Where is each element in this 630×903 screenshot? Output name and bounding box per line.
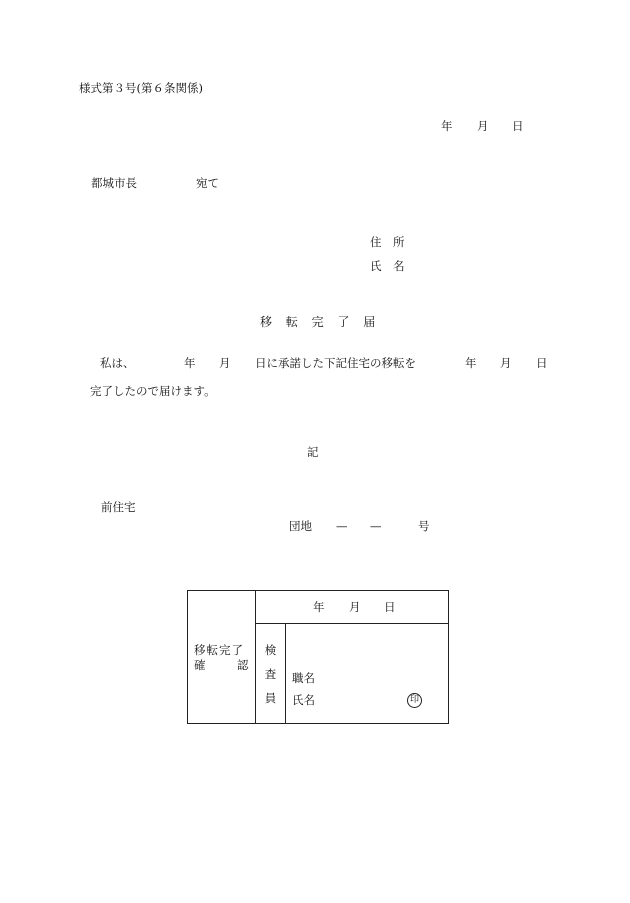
danchi-label: 団地 (289, 519, 312, 533)
seal-mark: 印 (407, 693, 422, 708)
body-day2: 日 (536, 356, 548, 370)
confirm-date-day: 日 (384, 600, 396, 614)
inspector-char-2: 査 (264, 667, 277, 681)
dash-1: — (336, 519, 348, 533)
form-title: 移 転 完 了 届 (260, 315, 376, 329)
confirm-date-cell (256, 591, 449, 624)
inspector-name-label: 氏名 (292, 693, 315, 707)
body-line2: 完了したので届けます。 (90, 384, 216, 398)
date-month: 月 (477, 119, 489, 133)
inspector-char-1: 検 (264, 643, 277, 657)
body-day1-phrase: 日に承諾した下記住宅の移転を (255, 356, 416, 370)
inspector-details-cell (286, 624, 449, 724)
addressee-name: 都城市長 (91, 176, 137, 190)
body-year1: 年 (184, 356, 196, 370)
addressee-suffix: 宛て (196, 176, 219, 190)
body-year2: 年 (465, 356, 477, 370)
ki-mark: 記 (307, 445, 319, 459)
form-number: 様式第３号(第６条関係) (79, 81, 203, 95)
body-prefix: 私は、 (100, 356, 135, 370)
inspector-cell (256, 624, 286, 724)
body-month1: 月 (219, 356, 231, 370)
confirm-label-cell (188, 591, 256, 724)
confirm-label-kaku: 確 (194, 658, 206, 672)
confirm-box (187, 590, 449, 724)
date-day: 日 (512, 119, 524, 133)
address-label: 住 所 (370, 235, 405, 249)
go-label: 号 (418, 519, 430, 533)
body-month2: 月 (500, 356, 512, 370)
confirm-label-nin: 認 (237, 658, 249, 672)
dash-2: — (370, 519, 382, 533)
confirm-date-year: 年 (313, 600, 325, 614)
former-residence-label: 前住宅 (101, 500, 136, 514)
inspector-char-3: 員 (264, 691, 277, 705)
confirm-date-month: 月 (349, 600, 361, 614)
title-label: 職名 (292, 671, 315, 685)
confirm-label-line1: 移転完了 (194, 643, 244, 657)
name-label: 氏 名 (370, 259, 405, 273)
date-year: 年 (441, 119, 453, 133)
